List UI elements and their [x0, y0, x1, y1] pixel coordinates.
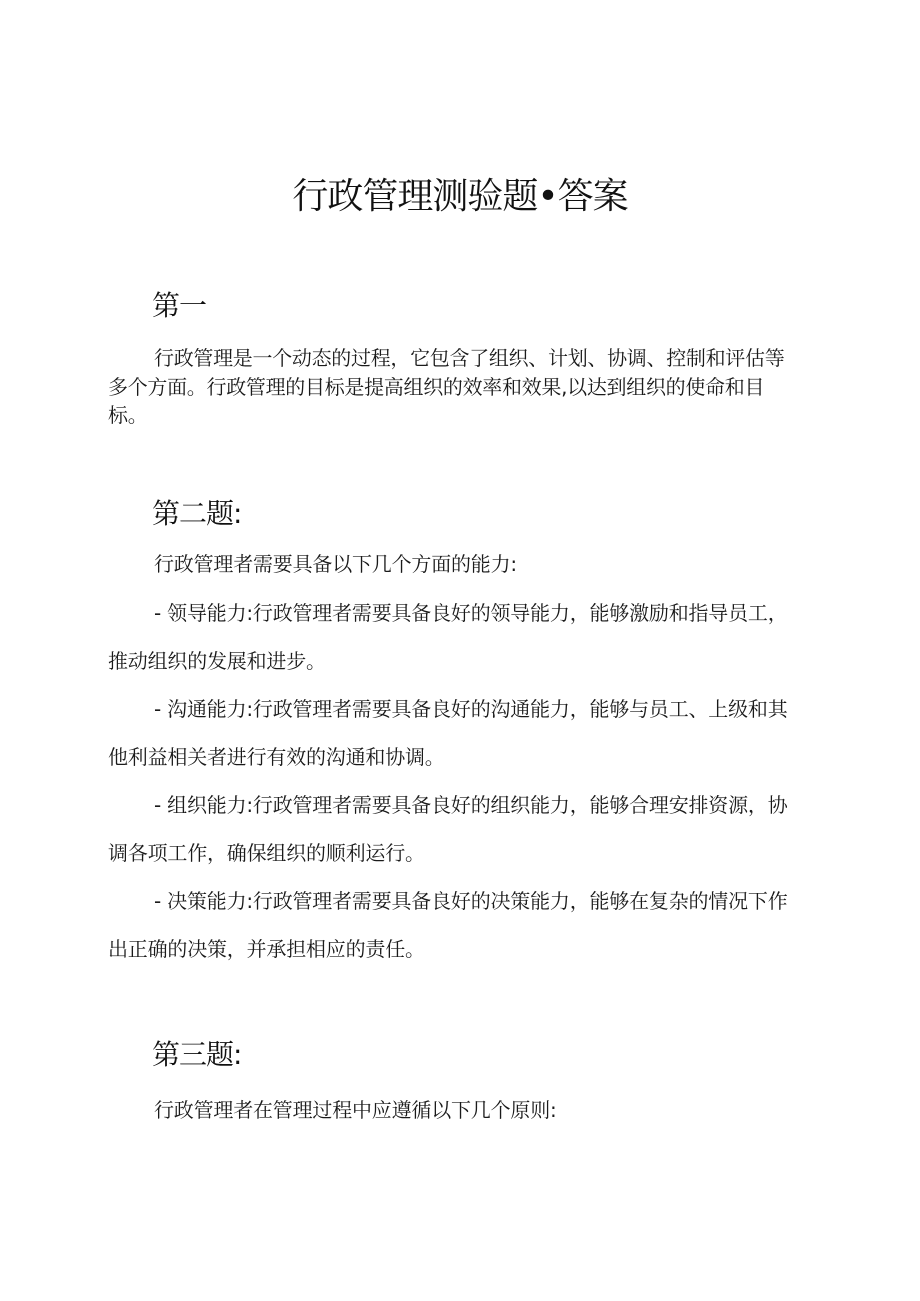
section-2-item-decision: - 决策能力:行政管理者需要具备良好的决策能力，能够在复杂的情况下作出正确的决策，并承担相应的责任。	[108, 889, 788, 961]
section-1-heading: 第一	[152, 289, 207, 322]
section-2-intro: 行政管理者需要具备以下几个方面的能力:	[154, 552, 517, 576]
document-title: 行政管理测验题•答案	[292, 176, 628, 217]
section-2-item-communication: - 沟通能力:行政管理者需要具备良好的沟通能力，能够与员工、上级和其他利益相关者进行有效的沟通和协调。	[108, 697, 788, 769]
section-2-item-leadership: - 领导能力:行政管理者需要具备良好的领导能力，能够激励和指导员工，推动组织的发展和进步。	[108, 601, 788, 673]
section-3-heading: 第三题:	[152, 1038, 242, 1071]
section-3-intro: 行政管理者在管理过程中应遵循以下几个原则:	[154, 1098, 557, 1122]
section-2-heading: 第二题:	[152, 497, 242, 530]
section-1-paragraph: 行政管理是一个动态的过程，它包含了组织、计划、协调、控制和评估等多个方面。行政管理的目标是提高组织的效率和效果,以达到组织的使命和目标。	[108, 346, 785, 427]
section-2-item-organization: - 组织能力:行政管理者需要具备良好的组织能力，能够合理安排资源，协调各项工作，确保组织的顺利运行。	[108, 793, 788, 865]
